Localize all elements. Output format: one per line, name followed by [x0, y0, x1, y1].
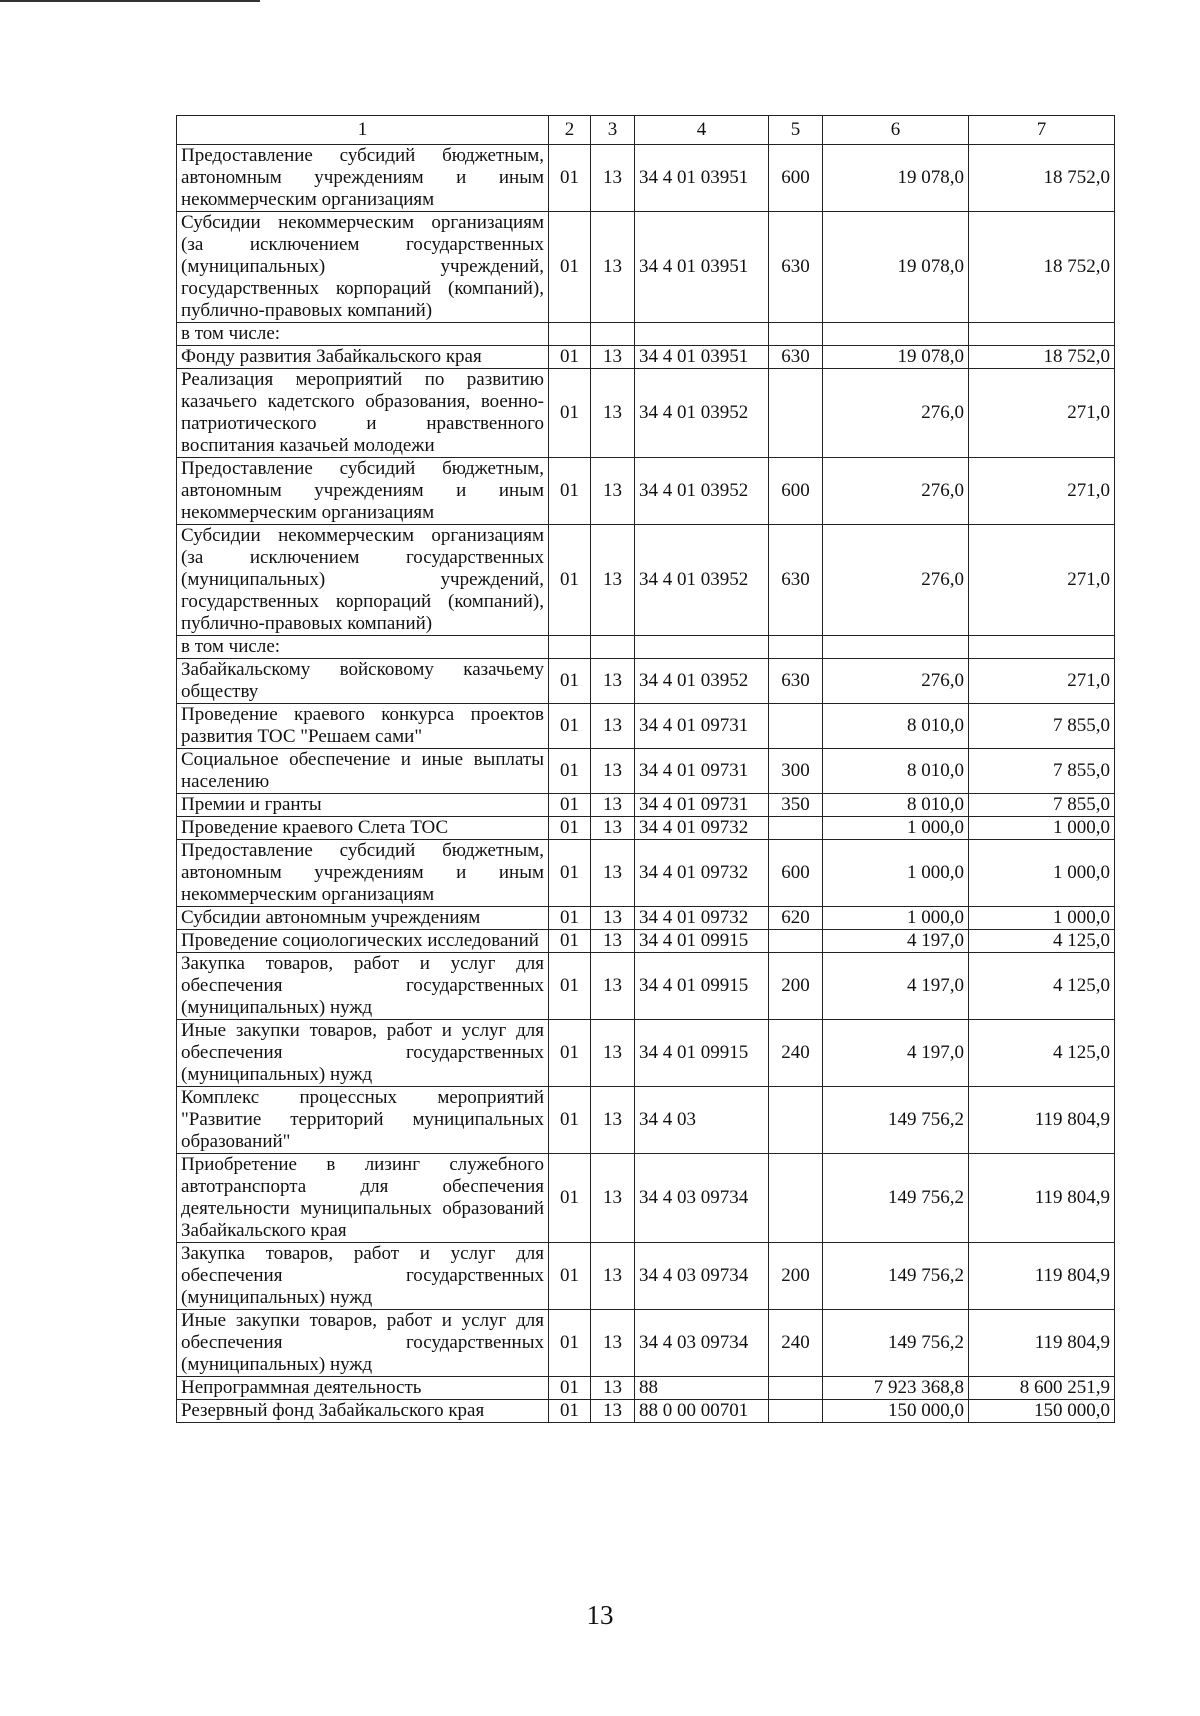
row-name: Иные закупки товаров, работ и услуг для обеспечения государственных (муниципальных) нужд	[177, 1310, 549, 1377]
row-target-code: 34 4 01 03952	[635, 369, 769, 458]
row-section: 01	[549, 1020, 591, 1087]
row-expense-type: 300	[769, 749, 823, 794]
row-sum-year2: 7 855,0	[969, 704, 1115, 749]
table-row	[177, 346, 1115, 369]
row-target-code: 34 4 01 09732	[635, 817, 769, 840]
row-subsection: 13	[591, 930, 635, 953]
row-section: 01	[549, 145, 591, 212]
row-sum-year2: 7 855,0	[969, 749, 1115, 794]
row-section: 01	[549, 794, 591, 817]
row-expense-type: 600	[769, 840, 823, 907]
header-col-6: 6	[823, 116, 969, 145]
row-subsection: 13	[591, 817, 635, 840]
row-name: Предоставление субсидий бюджетным, автономным учреждениям и иным некоммерческим организациям	[177, 145, 549, 212]
header-row	[177, 116, 1115, 145]
table-row	[177, 636, 1115, 659]
row-section: 01	[549, 840, 591, 907]
table-row	[177, 1377, 1115, 1400]
row-sum-year1: 4 197,0	[823, 1020, 969, 1087]
row-section: 01	[549, 212, 591, 323]
row-target-code: 34 4 01 09731	[635, 794, 769, 817]
table-row	[177, 323, 1115, 346]
page-number: 13	[586, 1600, 614, 1630]
row-subsection: 13	[591, 346, 635, 369]
row-sum-year2: 1 000,0	[969, 817, 1115, 840]
row-target-code: 34 4 01 09915	[635, 1020, 769, 1087]
row-name: Проведение краевого Слета ТОС	[177, 817, 549, 840]
row-name: Субсидии автономным учреждениям	[177, 907, 549, 930]
row-target-code: 34 4 01 03951	[635, 145, 769, 212]
row-sum-year2: 18 752,0	[969, 212, 1115, 323]
row-target-code: 34 4 01 03952	[635, 525, 769, 636]
row-subsection: 13	[591, 704, 635, 749]
table-row	[177, 458, 1115, 525]
row-target-code: 34 4 03 09734	[635, 1243, 769, 1310]
row-expense-type	[769, 323, 823, 346]
row-expense-type	[769, 369, 823, 458]
row-target-code	[635, 636, 769, 659]
row-sum-year2: 18 752,0	[969, 145, 1115, 212]
row-expense-type	[769, 636, 823, 659]
row-section: 01	[549, 1087, 591, 1154]
row-sum-year2: 8 600 251,9	[969, 1377, 1115, 1400]
row-name: Социальное обеспечение и иные выплаты населению	[177, 749, 549, 794]
scan-artifact-line	[0, 0, 260, 2]
row-name: Непрограммная деятельность	[177, 1377, 549, 1400]
row-target-code: 34 4 03 09734	[635, 1310, 769, 1377]
row-sum-year2: 7 855,0	[969, 794, 1115, 817]
row-sum-year2: 271,0	[969, 525, 1115, 636]
row-name: Комплекс процессных мероприятий "Развитие территорий муниципальных образований"	[177, 1087, 549, 1154]
row-subsection: 13	[591, 1154, 635, 1243]
row-subsection	[591, 636, 635, 659]
row-expense-type: 200	[769, 953, 823, 1020]
row-name: Иные закупки товаров, работ и услуг для обеспечения государственных (муниципальных) нужд	[177, 1020, 549, 1087]
table-row	[177, 525, 1115, 636]
table-row	[177, 1087, 1115, 1154]
row-sum-year2: 1 000,0	[969, 840, 1115, 907]
table-row	[177, 817, 1115, 840]
row-sum-year2	[969, 323, 1115, 346]
row-expense-type	[769, 1377, 823, 1400]
row-expense-type: 240	[769, 1020, 823, 1087]
row-name: Реализация мероприятий по развитию казачьего кадетского образования, военно-патриотического и нравственного воспитания казачьей молодежи	[177, 369, 549, 458]
table-body	[177, 145, 1115, 1423]
row-expense-type: 630	[769, 346, 823, 369]
row-sum-year2: 119 804,9	[969, 1310, 1115, 1377]
row-expense-type	[769, 1087, 823, 1154]
row-sum-year2: 271,0	[969, 369, 1115, 458]
table-row	[177, 145, 1115, 212]
row-subsection	[591, 323, 635, 346]
row-sum-year1: 19 078,0	[823, 212, 969, 323]
row-sum-year1: 276,0	[823, 659, 969, 704]
row-sum-year1: 149 756,2	[823, 1310, 969, 1377]
row-subsection: 13	[591, 1377, 635, 1400]
row-name: Забайкальскому войсковому казачьему обществу	[177, 659, 549, 704]
header-col-3: 3	[591, 116, 635, 145]
row-sum-year1: 149 756,2	[823, 1154, 969, 1243]
row-expense-type: 200	[769, 1243, 823, 1310]
row-target-code: 34 4 01 03952	[635, 659, 769, 704]
row-target-code: 34 4 01 03952	[635, 458, 769, 525]
row-name: Премии и гранты	[177, 794, 549, 817]
table-row	[177, 953, 1115, 1020]
row-expense-type: 630	[769, 659, 823, 704]
row-section: 01	[549, 346, 591, 369]
row-sum-year2: 119 804,9	[969, 1087, 1115, 1154]
row-name: Предоставление субсидий бюджетным, автономным учреждениям и иным некоммерческим организациям	[177, 840, 549, 907]
row-sum-year1: 1 000,0	[823, 840, 969, 907]
row-section: 01	[549, 1154, 591, 1243]
row-section: 01	[549, 1400, 591, 1423]
row-section: 01	[549, 907, 591, 930]
row-sum-year2: 4 125,0	[969, 1020, 1115, 1087]
row-target-code: 88	[635, 1377, 769, 1400]
row-sum-year1: 1 000,0	[823, 907, 969, 930]
row-section: 01	[549, 369, 591, 458]
row-expense-type: 240	[769, 1310, 823, 1377]
row-expense-type: 600	[769, 458, 823, 525]
row-sum-year1: 4 197,0	[823, 953, 969, 1020]
row-sum-year1: 150 000,0	[823, 1400, 969, 1423]
row-expense-type: 630	[769, 525, 823, 636]
row-sum-year1: 149 756,2	[823, 1087, 969, 1154]
header-col-7: 7	[969, 116, 1115, 145]
row-expense-type: 620	[769, 907, 823, 930]
row-target-code: 34 4 01 03951	[635, 212, 769, 323]
row-subsection: 13	[591, 1243, 635, 1310]
row-subsection: 13	[591, 840, 635, 907]
row-section: 01	[549, 525, 591, 636]
row-target-code: 34 4 01 09915	[635, 953, 769, 1020]
table-row	[177, 704, 1115, 749]
table-row	[177, 930, 1115, 953]
row-sum-year1: 8 010,0	[823, 704, 969, 749]
row-section: 01	[549, 953, 591, 1020]
row-subsection: 13	[591, 1310, 635, 1377]
table-row	[177, 1310, 1115, 1377]
row-expense-type	[769, 1400, 823, 1423]
row-target-code: 88 0 00 00701	[635, 1400, 769, 1423]
row-name: Субсидии некоммерческим организациям (за исключением государственных (муниципальных) учреждений, государственных корпораций (компаний), публично-правовых компаний)	[177, 525, 549, 636]
row-expense-type	[769, 1154, 823, 1243]
row-subsection: 13	[591, 749, 635, 794]
row-sum-year1: 276,0	[823, 369, 969, 458]
row-name: в том числе:	[177, 323, 549, 346]
table-row	[177, 749, 1115, 794]
row-expense-type	[769, 817, 823, 840]
row-sum-year1: 8 010,0	[823, 749, 969, 794]
table-row	[177, 369, 1115, 458]
row-target-code: 34 4 01 09731	[635, 749, 769, 794]
table-row	[177, 1154, 1115, 1243]
budget-table	[176, 115, 1115, 1423]
row-subsection: 13	[591, 145, 635, 212]
row-section: 01	[549, 817, 591, 840]
row-target-code: 34 4 01 09915	[635, 930, 769, 953]
row-sum-year1: 19 078,0	[823, 346, 969, 369]
header-col-2: 2	[549, 116, 591, 145]
row-sum-year2: 271,0	[969, 458, 1115, 525]
row-sum-year2: 119 804,9	[969, 1243, 1115, 1310]
row-expense-type: 630	[769, 212, 823, 323]
row-name: Проведение краевого конкурса проектов развития ТОС "Решаем сами"	[177, 704, 549, 749]
row-sum-year2: 4 125,0	[969, 930, 1115, 953]
row-section: 01	[549, 1243, 591, 1310]
row-subsection: 13	[591, 794, 635, 817]
row-subsection: 13	[591, 525, 635, 636]
row-sum-year1	[823, 636, 969, 659]
table-row	[177, 907, 1115, 930]
row-target-code: 34 4 01 09732	[635, 907, 769, 930]
row-section: 01	[549, 659, 591, 704]
row-sum-year1: 1 000,0	[823, 817, 969, 840]
row-subsection: 13	[591, 369, 635, 458]
row-sum-year2: 119 804,9	[969, 1154, 1115, 1243]
header-col-5: 5	[769, 116, 823, 145]
row-sum-year1: 8 010,0	[823, 794, 969, 817]
row-sum-year2: 271,0	[969, 659, 1115, 704]
row-section: 01	[549, 704, 591, 749]
row-name: Субсидии некоммерческим организациям (за исключением государственных (муниципальных) учреждений, государственных корпораций (компаний), публично-правовых компаний)	[177, 212, 549, 323]
row-expense-type: 600	[769, 145, 823, 212]
row-name: Резервный фонд Забайкальского края	[177, 1400, 549, 1423]
row-subsection: 13	[591, 907, 635, 930]
row-target-code: 34 4 01 03951	[635, 346, 769, 369]
row-subsection: 13	[591, 1400, 635, 1423]
table-row	[177, 659, 1115, 704]
row-target-code: 34 4 03	[635, 1087, 769, 1154]
row-subsection: 13	[591, 458, 635, 525]
row-subsection: 13	[591, 212, 635, 323]
row-sum-year2: 18 752,0	[969, 346, 1115, 369]
row-target-code: 34 4 01 09732	[635, 840, 769, 907]
table-row	[177, 1020, 1115, 1087]
row-subsection: 13	[591, 1087, 635, 1154]
header-col-1: 1	[177, 116, 549, 145]
row-section: 01	[549, 1310, 591, 1377]
row-expense-type	[769, 704, 823, 749]
row-sum-year1: 149 756,2	[823, 1243, 969, 1310]
row-name: Закупка товаров, работ и услуг для обеспечения государственных (муниципальных) нужд	[177, 1243, 549, 1310]
row-subsection: 13	[591, 659, 635, 704]
table-row	[177, 212, 1115, 323]
row-expense-type	[769, 930, 823, 953]
row-name: Закупка товаров, работ и услуг для обеспечения государственных (муниципальных) нужд	[177, 953, 549, 1020]
row-sum-year1: 276,0	[823, 458, 969, 525]
row-sum-year1: 19 078,0	[823, 145, 969, 212]
row-sum-year2: 1 000,0	[969, 907, 1115, 930]
row-sum-year1: 4 197,0	[823, 930, 969, 953]
row-name: в том числе:	[177, 636, 549, 659]
row-section: 01	[549, 458, 591, 525]
row-target-code	[635, 323, 769, 346]
row-subsection: 13	[591, 1020, 635, 1087]
table-row	[177, 794, 1115, 817]
row-subsection: 13	[591, 953, 635, 1020]
row-sum-year1	[823, 323, 969, 346]
row-section: 01	[549, 749, 591, 794]
table-row	[177, 1400, 1115, 1423]
row-name: Приобретение в лизинг служебного автотранспорта для обеспечения деятельности муниципальных образований Забайкальского края	[177, 1154, 549, 1243]
table-row	[177, 840, 1115, 907]
row-sum-year2	[969, 636, 1115, 659]
row-name: Проведение социологических исследований	[177, 930, 549, 953]
row-section: 01	[549, 930, 591, 953]
table-row	[177, 1243, 1115, 1310]
row-target-code: 34 4 01 09731	[635, 704, 769, 749]
row-target-code: 34 4 03 09734	[635, 1154, 769, 1243]
row-section	[549, 636, 591, 659]
row-sum-year2: 4 125,0	[969, 953, 1115, 1020]
row-section	[549, 323, 591, 346]
header-col-4: 4	[635, 116, 769, 145]
row-expense-type: 350	[769, 794, 823, 817]
row-sum-year1: 276,0	[823, 525, 969, 636]
row-sum-year1: 7 923 368,8	[823, 1377, 969, 1400]
row-name: Предоставление субсидий бюджетным, автономным учреждениям и иным некоммерческим организациям	[177, 458, 549, 525]
row-section: 01	[549, 1377, 591, 1400]
row-sum-year2: 150 000,0	[969, 1400, 1115, 1423]
row-name: Фонду развития Забайкальского края	[177, 346, 549, 369]
